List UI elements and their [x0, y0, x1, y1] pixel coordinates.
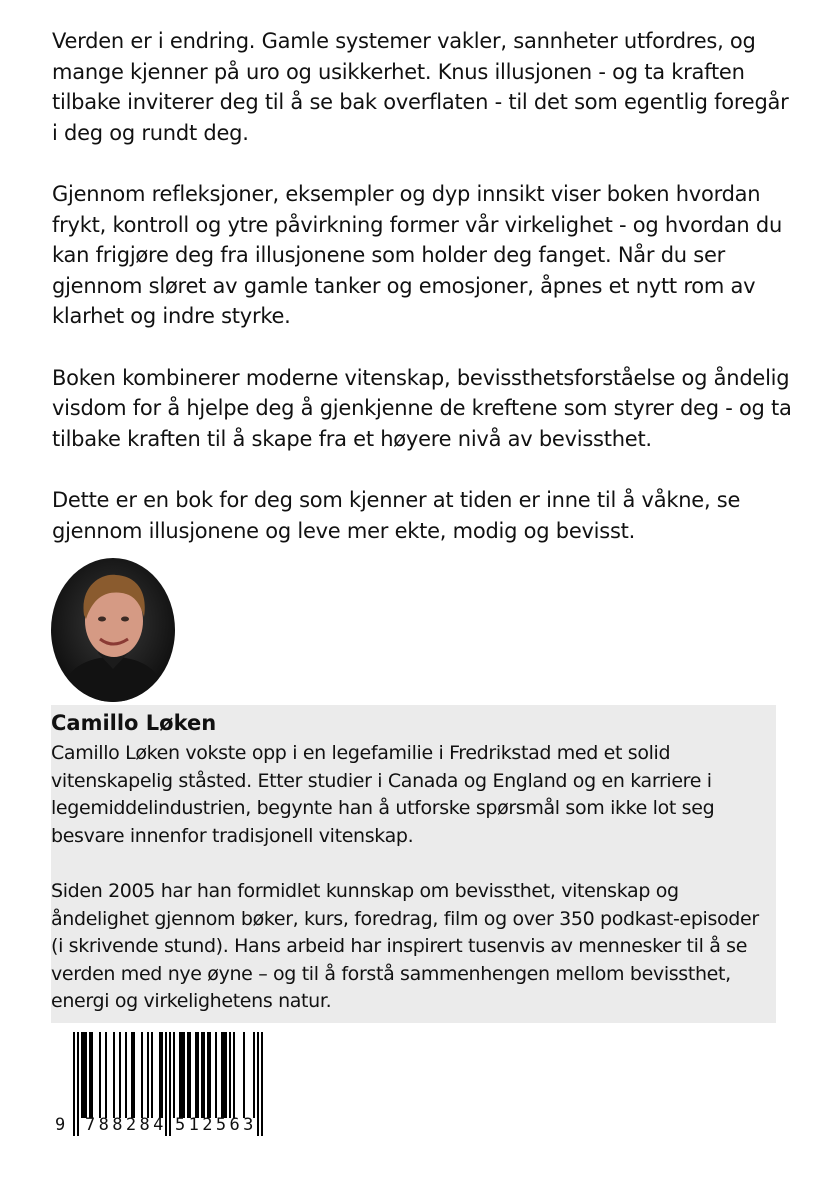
author-name: Camillo Løken [51, 711, 217, 735]
description-paragraph-4: Dette er en bok for deg som kjenner at tiden er inne til å våkne, se gjennom illusjonene og leve mer ekte, modig og bevisst. [52, 488, 741, 543]
barcode-bar [91, 1032, 93, 1118]
barcode-bar [125, 1032, 127, 1118]
barcode-bar [151, 1032, 153, 1118]
description-paragraph-2: Gjennom refleksjoner, eksempler og dyp innsikt viser boken hvordan frykt, kontroll og ytre påvirkning former vår virkelighet - og hvordan du kan frigjøre deg fra illusjonene som holder deg fanget. Når du ser gjennom sløret av gamle tanker og emosjoner, åpnes et nytt rom av klarhet og indre styrke. [52, 182, 783, 328]
barcode-bar [195, 1032, 197, 1118]
barcode-bar [113, 1032, 115, 1118]
barcode-bar [215, 1032, 217, 1118]
barcode-bar [159, 1032, 161, 1118]
barcode-bar [173, 1032, 175, 1118]
barcode-bar [131, 1032, 133, 1118]
barcode-bar [133, 1032, 135, 1118]
barcode-bar [81, 1032, 83, 1118]
barcode-bar [89, 1032, 91, 1118]
author-portrait [50, 557, 176, 703]
barcode-bar [197, 1032, 199, 1118]
barcode-bar [253, 1032, 255, 1118]
barcode-bar [221, 1032, 223, 1118]
barcode-bar [161, 1032, 163, 1118]
book-description [52, 26, 792, 577]
barcode-bar [99, 1032, 101, 1118]
author-bio-paragraph-1: Camillo Løken vokste opp i en legefamilie i Fredrikstad med et solid vitenskapelig ståsted. Etter studier i Canada og England og en karriere i legemiddelindustrien, begynte han å utforske spørsmål som ikke lot seg besvare innenfor tradisjonell vitenskap. [51, 742, 715, 847]
barcode-bar [229, 1032, 231, 1118]
barcode-bar [207, 1032, 209, 1118]
barcode-bar [105, 1032, 107, 1118]
isbn-number [53, 1115, 269, 1137]
author-bio-paragraph-2: Siden 2005 har han formidlet kunnskap om bevissthet, vitenskap og åndelighet gjennom bøker, kurs, foredrag, film og over 350 podkast-episoder (i skrivende stund). Hans arbeid har inspirert tusenvis av mennesker til å se verden med nye øyne – og til å forstå sammenhengen mellom bevissthet, energi og virkelighetens natur. [51, 880, 759, 1012]
barcode-bar [141, 1032, 143, 1118]
barcode-bar [85, 1032, 87, 1118]
barcode-bar [187, 1032, 189, 1118]
barcode-bar [83, 1032, 85, 1118]
author-bio-box [51, 705, 776, 1023]
barcode-bar [201, 1032, 203, 1118]
barcode-bar [183, 1032, 185, 1118]
isbn-left-group: 788284 [85, 1115, 167, 1135]
barcode-bar [181, 1032, 183, 1118]
barcode-bar [209, 1032, 211, 1118]
description-paragraph-3: Boken kombinerer moderne vitenskap, bevissthetsforståelse og åndelig visdom for å hjelpe deg å gjenkjenne de kreftene som styrer deg - og ta tilbake kraften til å skape fra et høyere nivå av bevissthet. [52, 365, 792, 451]
barcode-bar [189, 1032, 191, 1118]
barcode-bar [179, 1032, 181, 1118]
isbn-right-group: 512563 [175, 1115, 257, 1135]
barcode-bar [243, 1032, 245, 1118]
barcode-bar [225, 1032, 227, 1118]
barcode-bar [203, 1032, 205, 1118]
barcode-bar [147, 1032, 149, 1118]
isbn-leading-digit: 9 [55, 1115, 66, 1135]
barcode-bar [223, 1032, 225, 1118]
barcode-bar [119, 1032, 121, 1118]
description-paragraph-1: Verden er i endring. Gamle systemer vakler, sannheter utfordres, og mange kjenner på uro og usikkerhet. Knus illusjonen - og ta kraften tilbake inviterer deg til å se bak overflaten - til det som egentlig foregår i deg og rundt deg. [52, 29, 789, 145]
barcode-bar [233, 1032, 235, 1118]
